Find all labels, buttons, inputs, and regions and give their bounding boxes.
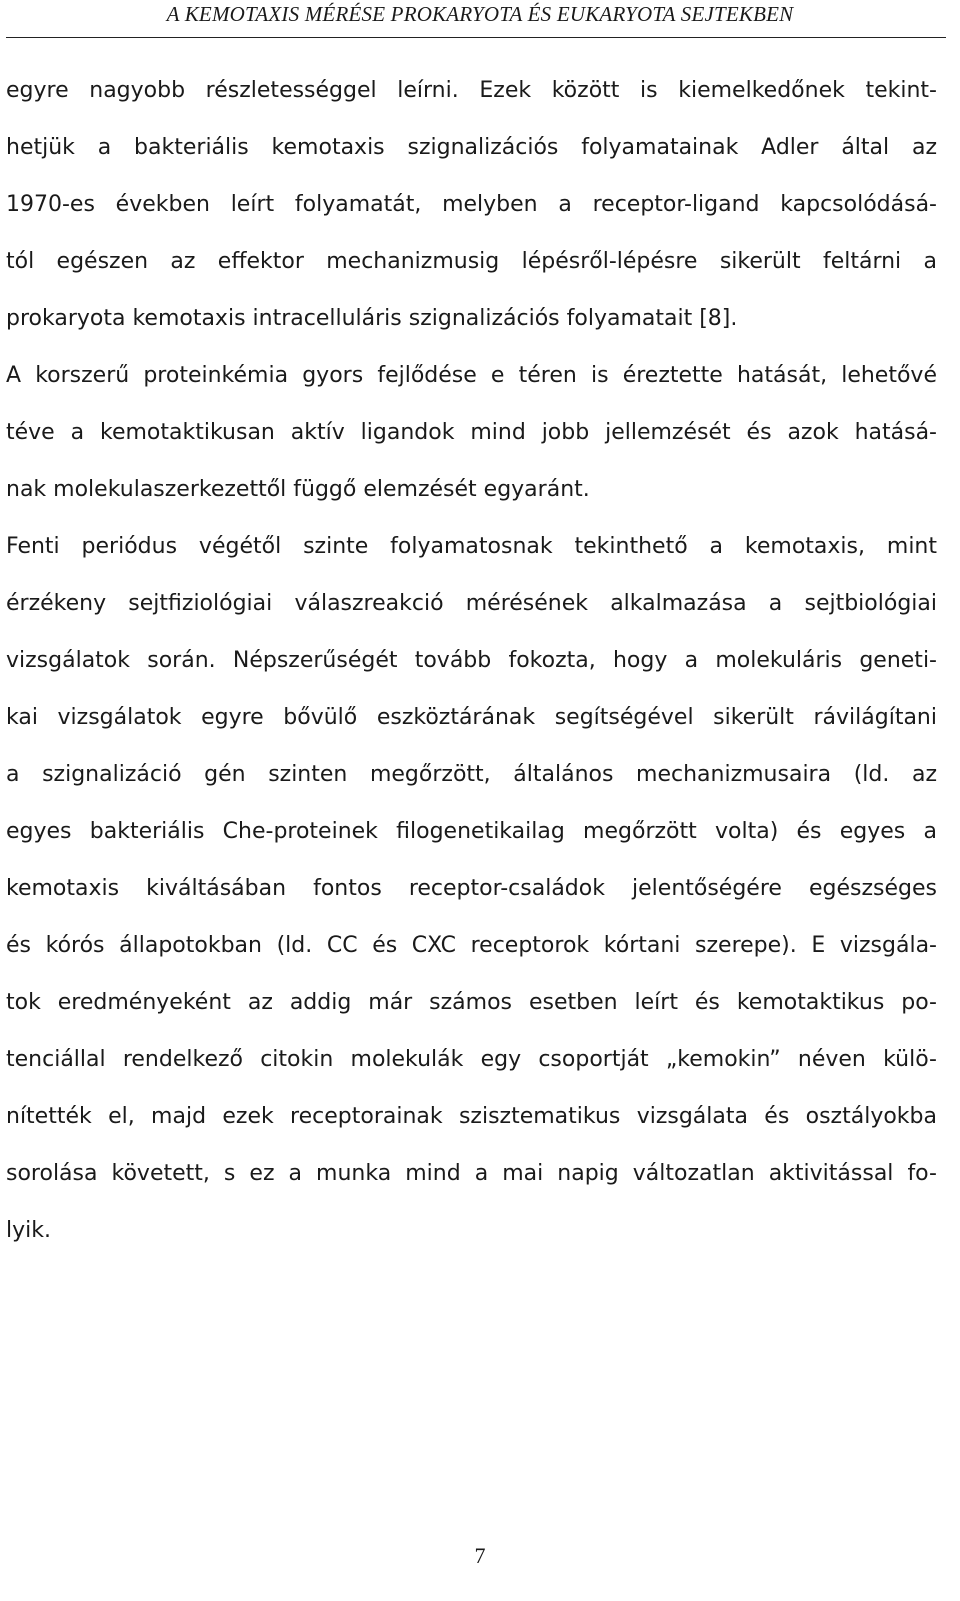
paragraph-line: nítették el, majd ezek receptorainak szisztematikus vizsgálata és osztályokba — [6, 1104, 937, 1129]
paragraph-line: hetjük a bakteriális kemotaxis szignalizációs folyamatainak Adler által az — [6, 135, 937, 160]
paragraph-line: tenciállal rendelkező citokin molekulák egy csoportját „kemokin” néven külö- — [6, 1047, 937, 1072]
paragraph-line: tok eredményeként az addig már számos esetben leírt és kemotaktikus po- — [6, 990, 937, 1015]
paragraph-line: tól egészen az effektor mechanizmusig lépésről-lépésre sikerült feltárni a — [6, 249, 937, 274]
page-number: 7 — [474, 1543, 486, 1568]
header-rule — [6, 37, 946, 38]
paragraph-line: és kórós állapotokban (ld. CC és CXC receptorok kórtani szerepe). E vizsgála- — [6, 933, 937, 958]
paragraph-line: prokaryota kemotaxis intracelluláris szignalizációs folyamatait [8]. — [6, 306, 738, 331]
paragraph-line: vizsgálatok során. Népszerűségét tovább fokozta, hogy a molekuláris geneti- — [6, 648, 937, 673]
paragraph-line: téve a kemotaktikusan aktív ligandok mind jobb jellemzését és azok hatásá- — [6, 420, 937, 445]
running-header — [0, 0, 960, 54]
paragraph-line: lyik. — [6, 1218, 51, 1243]
paragraph-line: egyre nagyobb részletességgel leírni. Ezek között is kiemelkedőnek tekint- — [6, 78, 937, 103]
paragraph-line: 1970-es években leírt folyamatát, melyben a receptor-ligand kapcsolódásá- — [6, 192, 937, 217]
running-header-title: A KEMOTAXIS MÉRÉSE PROKARYOTA ÉS EUKARYOTA SEJTEKBEN — [166, 2, 794, 26]
paragraph-line: érzékeny sejtfiziológiai válaszreakció mérésének alkalmazása a sejtbiológiai — [6, 591, 937, 616]
paragraph-line: Fenti periódus végétől szinte folyamatosnak tekinthető a kemotaxis, mint — [6, 534, 937, 559]
paragraph-line: a szignalizáció gén szinten megőrzött, általános mechanizmusaira (ld. az — [6, 762, 937, 787]
paragraph-line: kai vizsgálatok egyre bővülő eszköztárának segítségével sikerült rávilágítani — [6, 705, 937, 730]
paragraph-line: nak molekulaszerkezettől függő elemzését egyaránt. — [6, 477, 590, 502]
paragraph-line: kemotaxis kiváltásában fontos receptor-családok jelentőségére egészséges — [6, 876, 937, 901]
paragraph-line: egyes bakteriális Che-proteinek filogenetikailag megőrzött volta) és egyes a — [6, 819, 937, 844]
paragraph-line: sorolása követett, s ez a munka mind a mai napig változatlan aktivitással fo- — [6, 1161, 937, 1186]
body-text — [6, 62, 937, 1259]
paragraph-line: A korszerű proteinkémia gyors fejlődése e téren is éreztette hatását, lehetővé — [6, 363, 937, 388]
